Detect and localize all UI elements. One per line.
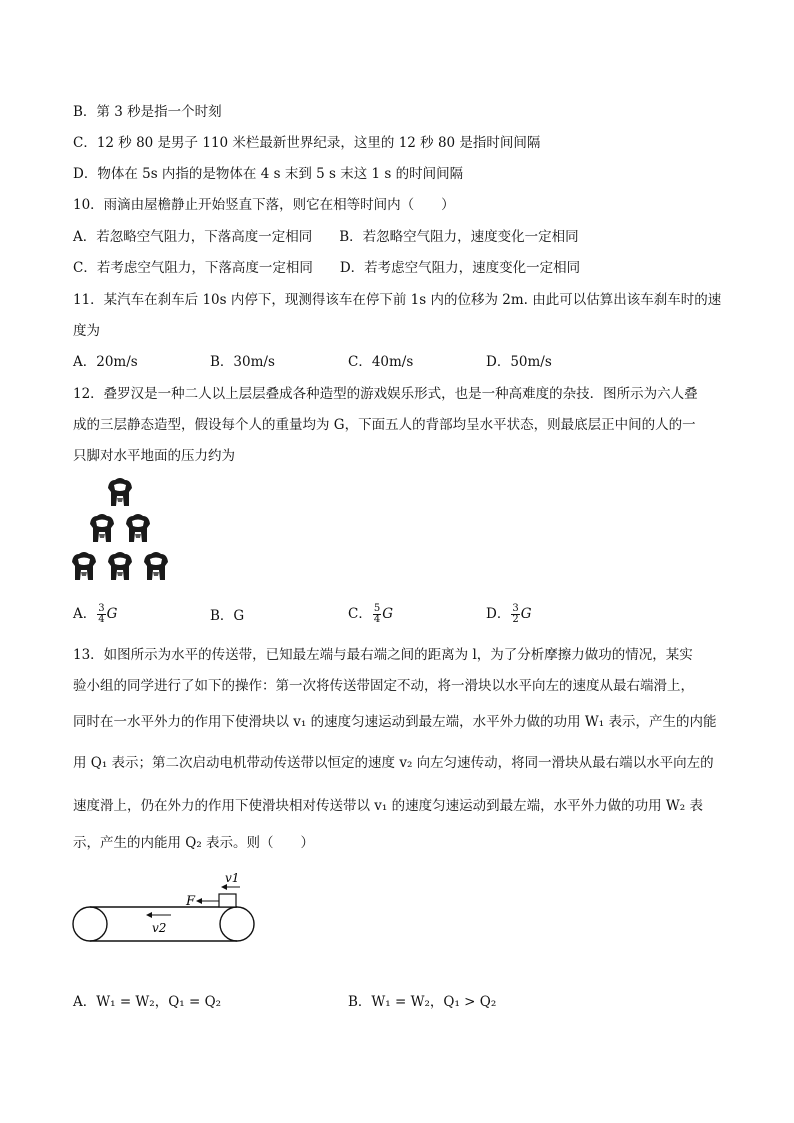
human-pyramid-figure: [70, 478, 170, 593]
fraction-5-4: $\frac{5}{4}$: [373, 603, 381, 625]
q10-options-cd: C．若考虑空气阻力，下落高度一定相同 D．若考虑空气阻力，速度变化一定相同: [73, 260, 581, 276]
fraction-3-4: $\frac{3}{4}$: [98, 603, 105, 625]
q9-option-d: D．物体在 5s 内指的是物体在 4 s 末到 5 s 末这 1 s 的时间间隔: [73, 166, 464, 182]
q9-option-b: B．第 3 秒是指一个时刻: [73, 104, 222, 120]
q11-stem-line1: 11．某汽车在刹车后 10s 内停下，现测得该车在停下前 1s 内的位移为 2m. 由此可以估算出该车刹车时的速: [73, 292, 722, 308]
q12-stem-line2: 成的三层静态造型，假设每个人的重量均为 G，下面五人的背部均呈水平状态，则最底层正中间的人的一: [73, 417, 696, 433]
q13-stem-line3: 同时在一水平外力的作用下使滑块以 v₁ 的速度匀速运动到最左端，水平外力做的功用 W₁ 表示，产生的内能: [73, 714, 717, 730]
q10-stem: 10．雨滴由屋檐静止开始竖直下落，则它在相等时间内（ ）: [73, 197, 455, 213]
q13-stem-line5: 速度滑上，仍在外力的作用下使滑块相对传送带以 v₁ 的速度匀速运动到最左端，水平外力做的功用 W₂ 表: [73, 798, 703, 814]
q11-option-d: D．50m/s: [486, 354, 552, 370]
conveyor-belt-diagram: [70, 866, 270, 946]
v1-label: v1: [225, 871, 240, 885]
q12-option-d: D． $\frac{3}{2}$ G: [486, 603, 532, 625]
v2-label: v2: [152, 921, 167, 935]
q13-stem-line2: 验小组的同学进行了如下的操作：第一次将传送带固定不动，将一滑块以水平向左的速度从最右端滑上，: [73, 678, 694, 694]
q13-stem-line4: 用 Q₁ 表示；第二次启动电机带动传送带以恒定的速度 v₂ 向左匀速传动，将同一滑块从最右端以水平向左的: [73, 755, 714, 771]
q12-option-b: B．G: [210, 608, 245, 624]
q11-option-b: B．30m/s: [210, 354, 275, 370]
force-label: F: [186, 894, 196, 909]
fraction-3-2: $\frac{3}{2}$: [512, 603, 519, 625]
q9-option-c: C．12 秒 80 是男子 110 米栏最新世界纪录，这里的 12 秒 80 是指时间间隔: [73, 135, 541, 151]
q11-stem-line2: 度为: [73, 323, 100, 339]
q11-option-a: A．20m/s: [73, 354, 138, 370]
slider-block: [219, 894, 236, 907]
q12-option-a: A． $\frac{3}{4}$ G: [73, 603, 118, 625]
q11-option-c: C．40m/s: [348, 354, 414, 370]
q13-stem-line1: 13．如图所示为水平的传送带，已知最左端与最右端之间的距离为 l，为了分析摩擦力做功的情况，某实: [73, 647, 693, 663]
right-roller: [220, 907, 254, 941]
q13-stem-line6: 示，产生的内能用 Q₂ 表示。则（ ）: [73, 835, 315, 851]
q13-option-a: A．W₁ = W₂，Q₁ = Q₂: [73, 994, 222, 1010]
q12-stem-line3: 只脚对水平地面的压力约为: [73, 448, 235, 464]
q13-option-b: B．W₁ = W₂，Q₁ > Q₂: [348, 994, 497, 1010]
q10-options-ab: A．若忽略空气阻力，下落高度一定相同 B．若忽略空气阻力，速度变化一定相同: [73, 229, 579, 245]
left-roller: [73, 907, 107, 941]
q12-option-c: C． $\frac{5}{4}$ G: [348, 603, 394, 625]
q12-stem-line1: 12．叠罗汉是一种二人以上层层叠成各种造型的游戏娱乐形式，也是一种高难度的杂技．图所示为六人叠: [73, 386, 698, 402]
